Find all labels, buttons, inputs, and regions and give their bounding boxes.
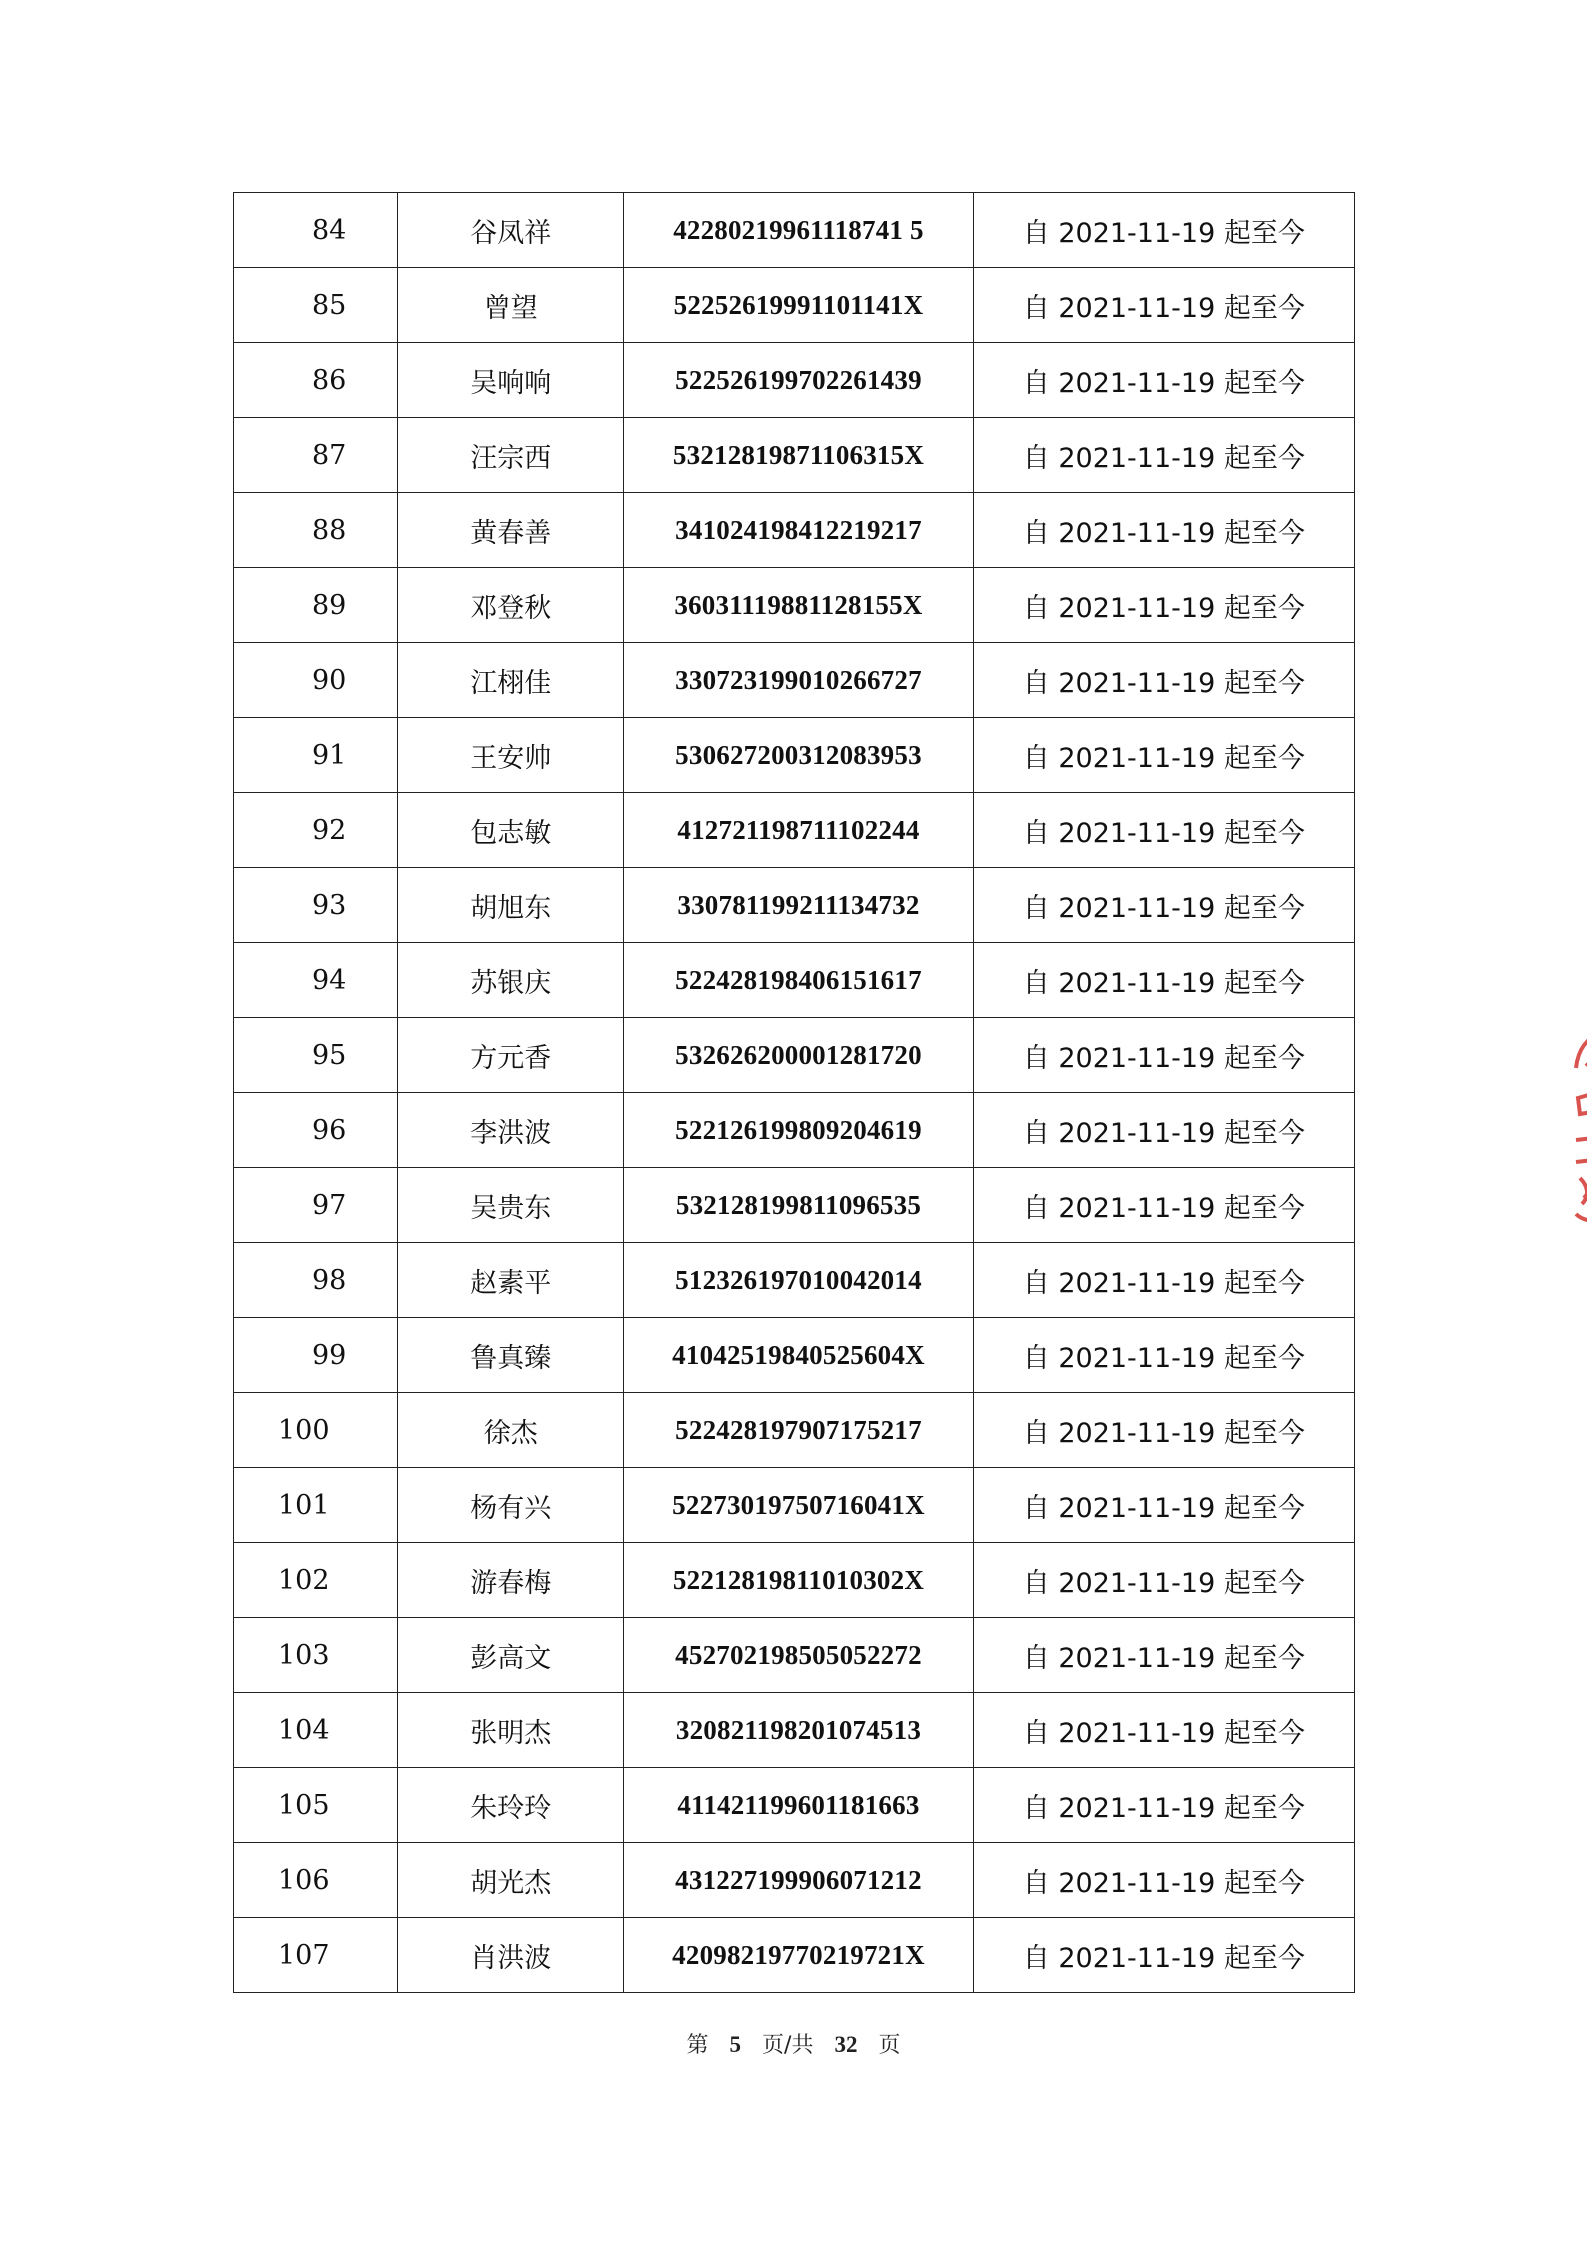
person-name: 游春梅 (398, 1543, 624, 1618)
person-name: 朱玲玲 (398, 1768, 624, 1843)
row-number: 102 (234, 1543, 398, 1618)
roster-table-body (234, 193, 1355, 1993)
table-row (234, 1168, 1355, 1243)
footer-suffix: 页 (878, 2033, 901, 2058)
id-number: 52212819811010302X (624, 1543, 973, 1618)
validity-period: 自 2021-11-19 起至今 (973, 1618, 1354, 1693)
table-row (234, 943, 1355, 1018)
validity-period: 自 2021-11-19 起至今 (973, 718, 1354, 793)
row-number: 97 (234, 1168, 398, 1243)
table-row (234, 1018, 1355, 1093)
validity-period: 自 2021-11-19 起至今 (973, 1243, 1354, 1318)
table-row (234, 1768, 1355, 1843)
row-number: 107 (234, 1918, 398, 1993)
footer-total-pages: 32 (834, 2032, 858, 2057)
person-name: 杨有兴 (398, 1468, 624, 1543)
validity-period: 自 2021-11-19 起至今 (973, 1018, 1354, 1093)
id-number: 522428198406151617 (624, 943, 973, 1018)
table-row (234, 343, 1355, 418)
table-row (234, 1543, 1355, 1618)
person-name: 鲁真臻 (398, 1318, 624, 1393)
person-name: 胡光杰 (398, 1843, 624, 1918)
person-name: 黄春善 (398, 493, 624, 568)
table-row (234, 868, 1355, 943)
person-name: 汪宗西 (398, 418, 624, 493)
table-row (234, 193, 1355, 268)
validity-period: 自 2021-11-19 起至今 (973, 1468, 1354, 1543)
footer-prefix: 第 (686, 2033, 709, 2058)
person-name: 胡旭东 (398, 868, 624, 943)
id-number: 512326197010042014 (624, 1243, 973, 1318)
id-number: 452702198505052272 (624, 1618, 973, 1693)
validity-period: 自 2021-11-19 起至今 (973, 643, 1354, 718)
validity-period: 自 2021-11-19 起至今 (973, 943, 1354, 1018)
validity-period: 自 2021-11-19 起至今 (973, 793, 1354, 868)
person-name: 曾望 (398, 268, 624, 343)
id-number: 36031119881128155X (624, 568, 973, 643)
row-number: 85 (234, 268, 398, 343)
id-number: 320821198201074513 (624, 1693, 973, 1768)
validity-period: 自 2021-11-19 起至今 (973, 1393, 1354, 1468)
validity-period: 自 2021-11-19 起至今 (973, 1543, 1354, 1618)
validity-period: 自 2021-11-19 起至今 (973, 343, 1354, 418)
table-row (234, 643, 1355, 718)
validity-period: 自 2021-11-19 起至今 (973, 1843, 1354, 1918)
table-row (234, 1318, 1355, 1393)
id-number: 411421199601181663 (624, 1768, 973, 1843)
row-number: 87 (234, 418, 398, 493)
id-number: 52273019750716041X (624, 1468, 973, 1543)
row-number: 88 (234, 493, 398, 568)
person-name: 肖洪波 (398, 1918, 624, 1993)
table-row (234, 1918, 1355, 1993)
table-row (234, 568, 1355, 643)
id-number: 42098219770219721X (624, 1918, 973, 1993)
id-number: 341024198412219217 (624, 493, 973, 568)
person-name: 彭高文 (398, 1618, 624, 1693)
id-number: 412721198711102244 (624, 793, 973, 868)
row-number: 93 (234, 868, 398, 943)
roster-table (233, 192, 1355, 1993)
id-number: 330781199211134732 (624, 868, 973, 943)
row-number: 105 (234, 1768, 398, 1843)
id-number: 532626200001281720 (624, 1018, 973, 1093)
validity-period: 自 2021-11-19 起至今 (973, 1693, 1354, 1768)
table-row (234, 1693, 1355, 1768)
seal-stamp-partial (1572, 1028, 1587, 1226)
row-number: 103 (234, 1618, 398, 1693)
table-row (234, 418, 1355, 493)
id-number: 532128199811096535 (624, 1168, 973, 1243)
validity-period: 自 2021-11-19 起至今 (973, 1918, 1354, 1993)
row-number: 92 (234, 793, 398, 868)
table-row (234, 718, 1355, 793)
row-number: 96 (234, 1093, 398, 1168)
row-number: 94 (234, 943, 398, 1018)
row-number: 106 (234, 1843, 398, 1918)
person-name: 苏银庆 (398, 943, 624, 1018)
validity-period: 自 2021-11-19 起至今 (973, 1168, 1354, 1243)
person-name: 李洪波 (398, 1093, 624, 1168)
row-number: 99 (234, 1318, 398, 1393)
table-row (234, 1093, 1355, 1168)
id-number: 530627200312083953 (624, 718, 973, 793)
table-row (234, 1243, 1355, 1318)
person-name: 江栩佳 (398, 643, 624, 718)
table-row (234, 268, 1355, 343)
validity-period: 自 2021-11-19 起至今 (973, 193, 1354, 268)
person-name: 吴响响 (398, 343, 624, 418)
validity-period: 自 2021-11-19 起至今 (973, 418, 1354, 493)
person-name: 吴贵东 (398, 1168, 624, 1243)
row-number: 101 (234, 1468, 398, 1543)
person-name: 张明杰 (398, 1693, 624, 1768)
table-row (234, 493, 1355, 568)
person-name: 邓登秋 (398, 568, 624, 643)
id-number: 522428197907175217 (624, 1393, 973, 1468)
footer-middle: 页/共 (762, 2033, 814, 2058)
id-number: 522526199702261439 (624, 343, 973, 418)
person-name: 包志敏 (398, 793, 624, 868)
row-number: 84 (234, 193, 398, 268)
validity-period: 自 2021-11-19 起至今 (973, 1093, 1354, 1168)
id-number: 431227199906071212 (624, 1843, 973, 1918)
footer-current-page: 5 (729, 2032, 742, 2057)
id-number: 41042519840525604X (624, 1318, 973, 1393)
validity-period: 自 2021-11-19 起至今 (973, 1318, 1354, 1393)
id-number: 53212819871106315X (624, 418, 973, 493)
validity-period: 自 2021-11-19 起至今 (973, 268, 1354, 343)
row-number: 89 (234, 568, 398, 643)
table-row (234, 793, 1355, 868)
person-name: 王安帅 (398, 718, 624, 793)
person-name: 赵素平 (398, 1243, 624, 1318)
row-number: 91 (234, 718, 398, 793)
id-number: 52252619991101141X (624, 268, 973, 343)
row-number: 95 (234, 1018, 398, 1093)
table-row (234, 1843, 1355, 1918)
page-footer (0, 2028, 1587, 2059)
row-number: 104 (234, 1693, 398, 1768)
row-number: 90 (234, 643, 398, 718)
row-number: 86 (234, 343, 398, 418)
person-name: 方元香 (398, 1018, 624, 1093)
id-number: 42280219961118741 5 (624, 193, 973, 268)
table-row (234, 1393, 1355, 1468)
table-row (234, 1618, 1355, 1693)
id-number: 330723199010266727 (624, 643, 973, 718)
person-name: 谷凤祥 (398, 193, 624, 268)
table-row (234, 1468, 1355, 1543)
validity-period: 自 2021-11-19 起至今 (973, 1768, 1354, 1843)
person-name: 徐杰 (398, 1393, 624, 1468)
row-number: 100 (234, 1393, 398, 1468)
validity-period: 自 2021-11-19 起至今 (973, 868, 1354, 943)
row-number: 98 (234, 1243, 398, 1318)
validity-period: 自 2021-11-19 起至今 (973, 493, 1354, 568)
id-number: 522126199809204619 (624, 1093, 973, 1168)
validity-period: 自 2021-11-19 起至今 (973, 568, 1354, 643)
